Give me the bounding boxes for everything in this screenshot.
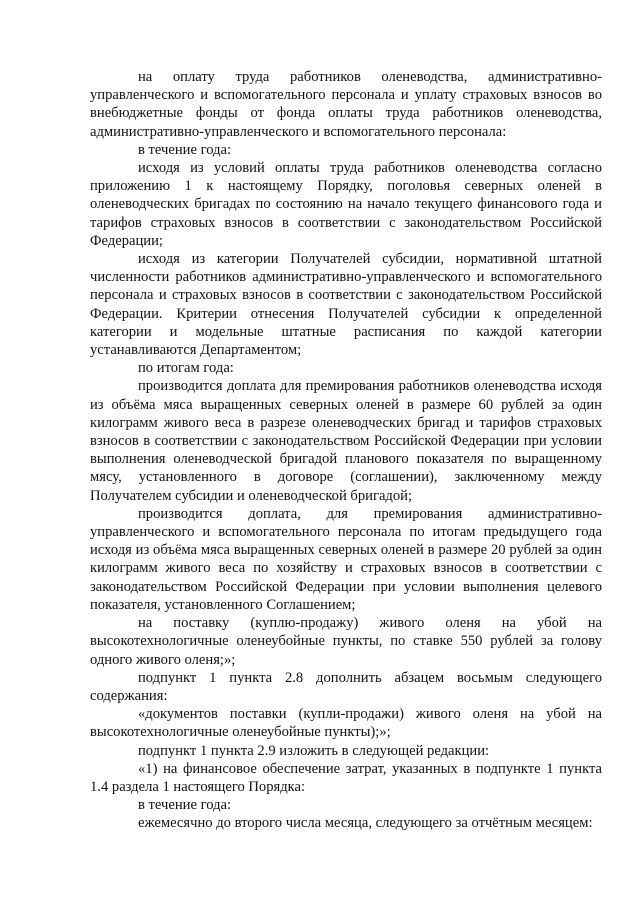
paragraph-herders-bonus: производится доплата для премирования работников оленеводства исходя из объёма мяса выращенных северных оленей в размере 60 рублей за один килограмм живого веса в разрезе оленеводческих бригад и тарифов страховых взносов в соответствии с законодательством Российской Федерации при условии выполнения оленеводческой бригадой планового показателя по выращенному мясу, установленного в договоре (соглашении), заключенному между Получателем субсидии и оленеводческой бригадой;	[90, 378, 602, 504]
paragraph-labor-conditions: исходя из условий оплаты труда работников оленеводства согласно приложению 1 к настоящему Порядку, поголовья северных оленей в оленеводческих бригадах по состоянию на начало текущего финансового года и тарифов страховых взносов в соответствии с законодательством Российской Федерации;	[90, 160, 602, 249]
paragraph-financing-costs: «1) на финансовое обеспечение затрат, указанных в подпункте 1 пункта 1.4 раздела 1 настоящего Порядка:	[90, 760, 602, 795]
paragraph-during-year-2: в течение года:	[138, 797, 232, 814]
paragraph-recipient-category: исходя из категории Получателей субсидии, нормативной штатной численности работников административно-управленческого и вспомогательного персонала и страховых взносов в соответствии с законодательством Российской Федерации. Критерии отнесения Получателей субсидии к определенной категории и модельные штатные расписания по каждой категории устанавливаются Департаментом;	[90, 251, 602, 359]
document-page	[90, 68, 602, 833]
paragraph-amend-2-9: подпункт 1 пункта 2.9 изложить в следующей редакции:	[138, 742, 490, 759]
paragraph-deer-supply: на поставку (куплю-продажу) живого оленя на убой на высокотехнологичные оленеубойные пункты, по ставке 550 рублей за голову одного живого оленя;»;	[90, 615, 602, 668]
paragraph-labor-payment-intro: на оплату труда работников оленеводства, административно-управленческого и вспомогательного персонала и уплату страховых взносов во внебюджетные фонды от фонда оплаты труда работников оленеводства, административно-управленческого и вспомогательного персонала:	[90, 69, 602, 140]
paragraph-staff-bonus: производится доплата, для премирования административно-управленческого и вспомогательного персонала по итогам предыдущего года исходя из объёма мяса выращенных северных оленей в размере 20 рублей за один килограмм живого веса по хозяйству и страховых взносов в соответствии с законодательством Российской Федерации при условии выполнения целевого показателя, установленного Соглашением;	[90, 505, 602, 613]
paragraph-year-results: по итогам года:	[138, 360, 234, 377]
paragraph-during-year: в течение года:	[138, 141, 232, 158]
paragraph-monthly-deadline: ежемесячно до второго числа месяца, следующего за отчётным месяцем:	[138, 815, 593, 832]
paragraph-amend-2-8: подпункт 1 пункта 2.8 дополнить абзацем восьмым следующего содержания:	[90, 669, 602, 704]
paragraph-supply-documents: «документов поставки (купли-продажи) живого оленя на убой на высокотехнологичные оленеубойные пункты);»;	[90, 706, 602, 741]
